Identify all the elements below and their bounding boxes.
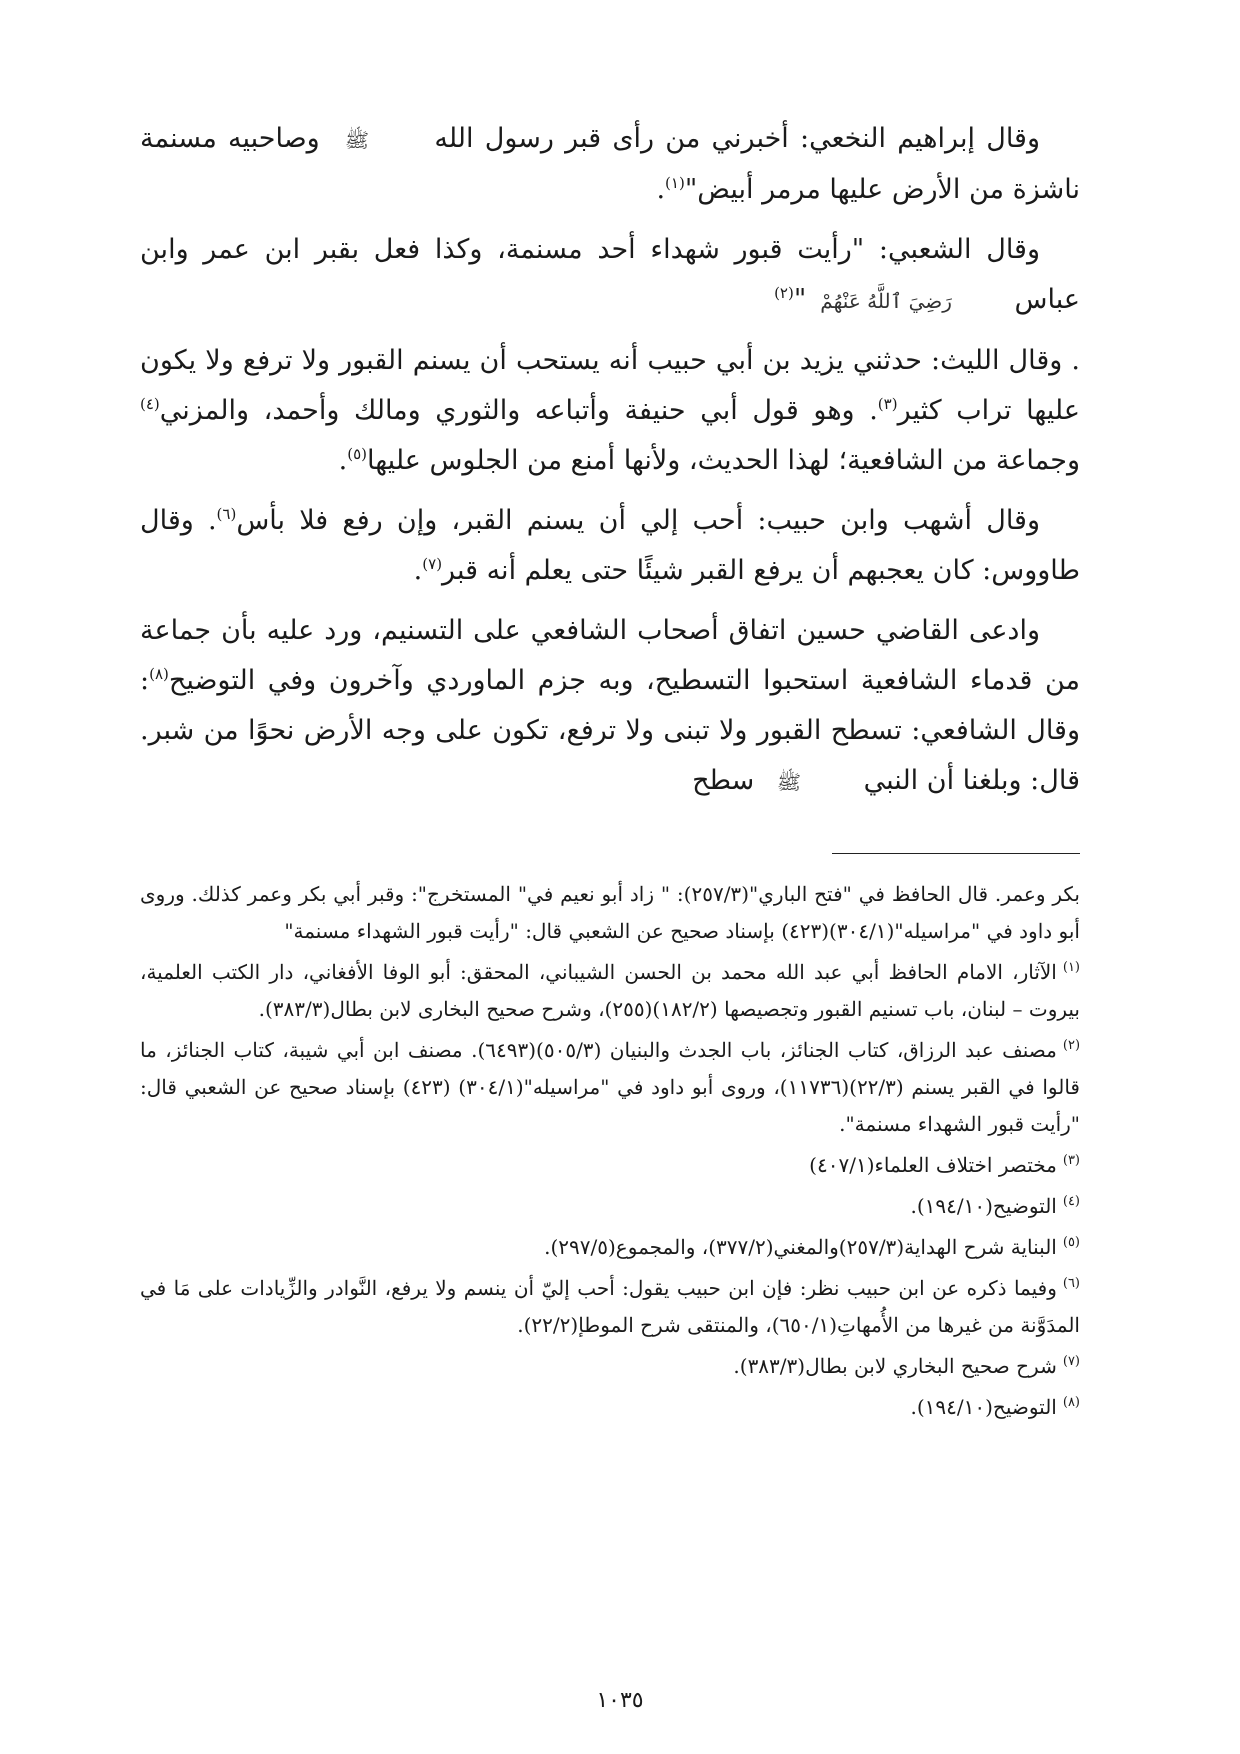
footnote-2	[140, 1032, 1080, 1143]
footnote-ref[interactable]: (١)	[665, 174, 685, 192]
footnote-8	[140, 1389, 1080, 1426]
footnote-text: الآثار، الامام الحافظ أبي عبد الله محمد بن الحسن الشيباني، المحقق: أبو الوفا الأفغاني، دار الكتب العلمية، بيروت – لبنان، باب تسنيم القبور وتجصيصها (١٨٢/٢)(٢٥٥)، وشرح صحيح البخارى لابن بطال(٣٨٣/٣).	[140, 960, 1080, 1021]
paragraph-text: وصاحبيه مسنمة ناشزة من الأرض عليها مرمر أبيض"	[140, 123, 1080, 205]
footnote-text: شرح صحيح البخاري لابن بطال(٣٨٣/٣).	[733, 1354, 1057, 1378]
paragraph-text: "	[793, 284, 807, 315]
footnote-number: (٨)	[1062, 1395, 1080, 1411]
paragraph-5	[140, 606, 1080, 807]
footnote-number: (٤)	[1062, 1194, 1080, 1210]
footnote-number: (٣)	[1062, 1153, 1080, 1169]
paragraph-2	[140, 225, 1080, 326]
footnote-ref[interactable]: (٨)	[149, 665, 169, 683]
footnote-number: (١)	[1062, 960, 1080, 976]
footnote-text: البناية شرح الهداية(٢٥٧/٣)والمغني(٣٧٧/٢)، والمجموع(٢٩٧/٥).	[544, 1235, 1057, 1259]
footnote-ref[interactable]: (٣)	[877, 395, 898, 413]
footnote-number: (٥)	[1062, 1235, 1080, 1251]
footnote-number: (٧)	[1062, 1354, 1080, 1370]
paragraph-text: . وقال الليث: حدثني يزيد بن أبي حبيب أنه يستحب أن يسنم القبور ولا ترفع ولا يكون عليها تراب كثير	[140, 345, 1080, 426]
footnote-4	[140, 1188, 1080, 1225]
paragraph-text: : وقال الشافعي: تسطح القبور ولا تبنى ولا ترفع، تكون على وجه الأرض نحوًا من شبر. قال: وبلغنا أن النبي	[140, 665, 1080, 796]
footnote-1	[140, 954, 1080, 1028]
footnote-number: (٦)	[1062, 1276, 1080, 1292]
footnote-continuation: بكر وعمر. قال الحافظ في "فتح الباري"(٢٥٧/٣): " زاد أبو نعيم في" المستخرج": وقبر أبي بكر وعمر كذلك. وروى أبو داود في "مراسيله"(٣٠٤/١)(٤٢٣) بإسناد صحيح عن الشعبي قال: "رأيت قبور الشهداء مسنمة"	[140, 882, 1080, 943]
paragraph-text: وجماعة من الشافعية؛ لهذا الحديث، ولأنها أمنع من الجلوس عليها	[367, 445, 1080, 476]
footnote-text: مختصر اختلاف العلماء(٤٠٧/١)	[809, 1153, 1057, 1177]
paragraph-text: . وهو قول أبي حنيفة وأتباعه والثوري ومالك وأحمد، والمزني	[159, 395, 878, 426]
paragraph-text: سطح	[692, 765, 755, 796]
paragraph-text: وقال أشهب وابن حبيب: أحب إلي أن يسنم القبر، وإن رفع فلا بأس	[236, 505, 1040, 536]
paragraph-text: .	[338, 445, 348, 476]
paragraph-text: . وقال طاووس: كان يعجبهم أن يرفع القبر شيئًا حتى يعلم أنه قبر	[140, 505, 1080, 586]
paragraph-1	[140, 114, 1080, 215]
footnote-number: (٢)	[1062, 1038, 1081, 1054]
salawat-glyph: ﷺ	[344, 128, 370, 152]
paragraph-3	[140, 336, 1080, 486]
paragraph-text: وقال إبراهيم النخعي: أخبرني من رأى قبر رسول الله	[434, 123, 1040, 154]
footnote-5	[140, 1229, 1080, 1266]
footnote-ref[interactable]: (٦)	[216, 505, 237, 523]
footnote-ref[interactable]: (٢)	[774, 284, 794, 302]
main-text	[140, 114, 1080, 817]
paragraph-text: وقال الشعبي: "رأيت قبور شهداء أحد مسنمة، وكذا فعل بقبر ابن عمر وابن عباس	[140, 234, 1080, 315]
radiyallahu-glyph: رَضِيَ ٱللَّهُ عَنْهُمْ	[820, 289, 952, 313]
footnote-3	[140, 1147, 1080, 1184]
paragraph-text: .	[656, 174, 666, 205]
footnote-text: التوضيح(١٩٤/١٠).	[910, 1395, 1057, 1419]
footnote-ref[interactable]: (٧)	[422, 555, 443, 573]
footnotes-section	[140, 876, 1080, 1430]
footnote-divider	[832, 853, 1080, 854]
footnote-7	[140, 1348, 1080, 1385]
paragraph-text: وادعى القاضي حسين اتفاق أصحاب الشافعي على التسنيم، ورد عليه بأن جماعة من قدماء الشافعية استحبوا التسطيح، وبه جزم الماوردي وآخرون وفي التوضيح	[140, 615, 1080, 696]
salawat-glyph: ﷺ	[776, 770, 802, 794]
footnote-6	[140, 1270, 1080, 1344]
footnote-ref[interactable]: (٤)	[140, 395, 160, 413]
footnote-text: وفيما ذكره عن ابن حبيب نظر: فإن ابن حبيب يقول: أحب إليّ أن ينسم ولا يرفع، النَّوادر والزِّيادات على مَا في المدَوَّنة من غيرها من الأُمهاتِ(٦٥٠/١)، والمنتقى شرح الموطإ(٢٢/٢).	[140, 1276, 1080, 1337]
paragraph-text: .	[413, 555, 423, 586]
footnote-text: التوضيح(١٩٤/١٠).	[910, 1194, 1057, 1218]
paragraph-4	[140, 496, 1080, 596]
page-number: ١٠٣٥	[596, 1688, 644, 1713]
footnote-text: مصنف عبد الرزاق، كتاب الجنائز، باب الجدث والبنيان (٥٠٥/٣)(٦٤٩٣). مصنف ابن أبي شيبة، كتاب الجنائز، ما قالوا في القبر يسنم (٢٢/٣)(١١٧٣٦)، وروى أبو داود في "مراسيله"(٣٠٤/١) (٤٢٣) بإسناد صحيح عن الشعبي قال: "رأيت قبور الشهداء مسنمة".	[140, 1038, 1080, 1136]
footnote-ref[interactable]: (٥)	[347, 445, 367, 463]
